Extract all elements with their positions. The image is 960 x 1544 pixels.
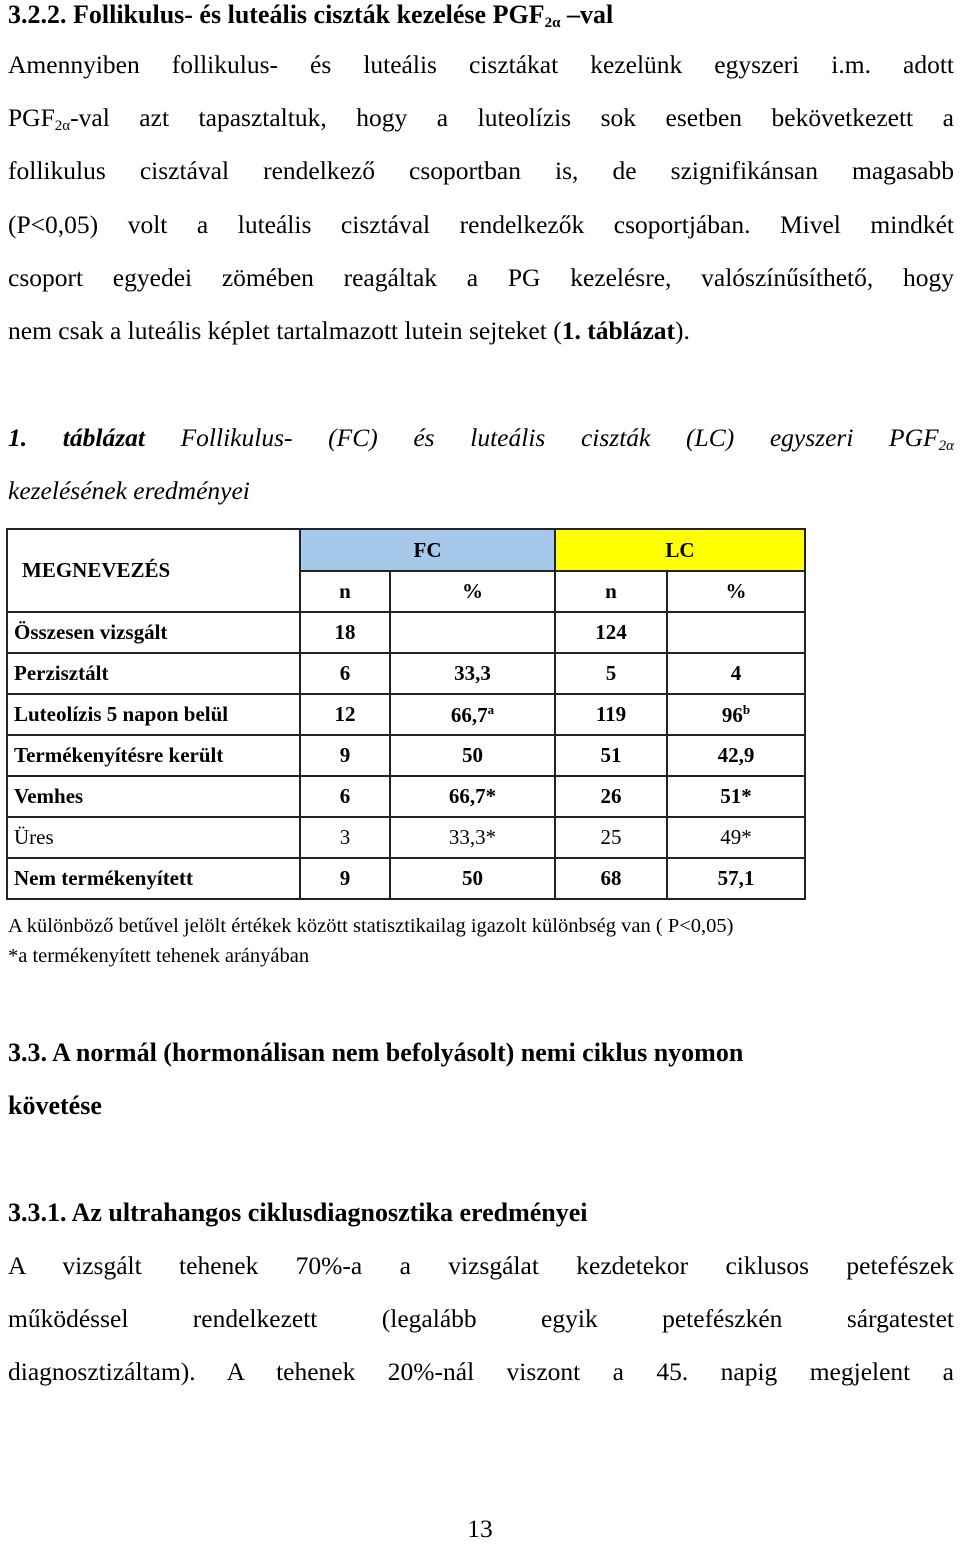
lc-n-cell <box>555 735 667 776</box>
row-label-value: Vemhes <box>14 784 84 808</box>
subscript-2alpha: 2α <box>544 15 561 31</box>
fc-n-cell-value: 18 <box>334 620 356 644</box>
section-number: 3.3.1. <box>8 1198 67 1227</box>
table-caption-line-2: kezelésének eredményei <box>8 476 250 505</box>
row-label-value: Összesen vizsgált <box>14 620 168 644</box>
lc-pct-cell <box>667 694 805 735</box>
lc-pct-cell-value: 49* <box>720 825 752 849</box>
significance-superscript: b <box>742 701 751 717</box>
table-row <box>7 694 805 735</box>
row-label <box>7 612 300 653</box>
header-lc-pct: % <box>667 571 805 612</box>
fc-n-cell <box>300 776 390 817</box>
fc-pct-cell <box>390 735 555 776</box>
row-label-value: Nem termékenyített <box>14 866 193 890</box>
row-label-value: Termékenyítésre került <box>14 743 224 767</box>
fc-n-cell <box>300 694 390 735</box>
lc-n-cell <box>555 776 667 817</box>
lc-n-cell <box>555 653 667 694</box>
header-lc: LC <box>555 529 805 571</box>
lc-pct-cell <box>667 653 805 694</box>
lc-n-cell <box>555 612 667 653</box>
row-label <box>7 694 300 735</box>
table-note-2: *a termékenyített tehenek arányában <box>8 945 310 967</box>
section-title: Follikulus- és luteális ciszták kezelése PGF <box>73 0 545 29</box>
row-label <box>7 858 300 899</box>
section-number: 3.2.2. <box>8 0 67 29</box>
row-label <box>7 735 300 776</box>
section-title-suffix: –val <box>560 0 614 29</box>
fc-n-cell-value: 12 <box>334 702 356 726</box>
table-row <box>7 858 805 899</box>
lc-n-cell-value: 124 <box>595 620 627 644</box>
fc-pct-cell <box>390 653 555 694</box>
lc-n-cell <box>555 817 667 858</box>
paragraph-1-line-2-rest: -val azt tapasztaltuk, hogy a luteolízis sok esetben bekövetkezett a <box>70 103 954 132</box>
paragraph-1-line-6 <box>8 316 954 346</box>
header-fc-pct: % <box>390 571 555 612</box>
paragraph-2-line-1: A vizsgált tehenek 70%-a a vizsgálat kezdetekor ciklusos petefészek <box>8 1251 954 1280</box>
paragraph-1-line-6-end: ). <box>675 316 690 345</box>
paragraph-1-line-6-text: nem csak a luteális képlet tartalmazott lutein sejteket ( <box>8 316 562 345</box>
lc-n-cell-value: 51 <box>600 743 622 767</box>
lc-pct-cell <box>667 817 805 858</box>
subscript-2alpha: 2α <box>938 438 954 454</box>
table-note-1: A különböző betűvel jelölt értékek között statisztikailag igazolt különbség van ( P<0,05) <box>8 915 734 937</box>
fc-n-cell <box>300 653 390 694</box>
fc-pct-cell-value: 50 <box>462 743 483 767</box>
paragraph-1-line-1: Amennyiben follikulus- és luteális cisztákat kezelünk egyszeri i.m. adott <box>8 50 954 79</box>
lc-n-cell <box>555 858 667 899</box>
significance-superscript: a <box>487 701 495 717</box>
fc-n-cell-value: 9 <box>339 866 351 890</box>
table-row <box>7 653 805 694</box>
section-3-2-2-heading <box>8 0 613 32</box>
fc-pct-cell-value: 66,7* <box>448 784 497 808</box>
table-reference: 1. táblázat <box>561 316 676 345</box>
lc-pct-cell-value: 96 <box>721 702 743 727</box>
row-label-value: Luteolízis 5 napon belül <box>14 702 229 726</box>
table-row <box>7 817 805 858</box>
lc-n-cell-value: 5 <box>605 661 617 685</box>
lc-n-cell-value: 119 <box>595 702 627 726</box>
row-label <box>7 653 300 694</box>
lc-n-cell <box>555 694 667 735</box>
page-number: 13 <box>467 1514 493 1543</box>
table-header-row-1 <box>7 529 805 571</box>
lc-pct-cell <box>667 612 805 653</box>
paragraph-1-line-3: follikulus cisztával rendelkező csoportban is, de szignifikánsan magasabb <box>8 156 954 185</box>
section-title: Az ultrahangos ciklusdiagnosztika eredményei <box>66 1198 588 1227</box>
fc-n-cell-value: 6 <box>339 661 351 685</box>
lc-pct-cell-value: 42,9 <box>717 743 755 767</box>
section-3-3-heading <box>8 1038 743 1068</box>
lc-pct-cell-value: 57,1 <box>717 866 755 890</box>
table-caption-label: 1. táblázat <box>8 423 145 452</box>
lc-n-cell-value: 25 <box>600 825 622 849</box>
row-label <box>7 776 300 817</box>
table-row <box>7 612 805 653</box>
fc-n-cell-value: 6 <box>339 784 351 808</box>
fc-pct-cell <box>390 612 555 653</box>
fc-n-cell-value: 3 <box>339 825 351 849</box>
lc-pct-cell-value: 51* <box>720 784 752 808</box>
table-caption-line-1 <box>8 423 954 455</box>
fc-pct-cell-value: 33,3* <box>448 825 497 849</box>
fc-pct-cell-value: 66,7 <box>450 702 488 727</box>
fc-pct-cell <box>390 694 555 735</box>
header-megnevezes: MEGNEVEZÉS <box>7 529 300 612</box>
table-caption-text: Follikulus- (FC) és luteális ciszták (LC) egyszeri PGF <box>144 423 939 452</box>
lc-pct-cell-value: 4 <box>730 661 742 685</box>
fc-pct-cell <box>390 817 555 858</box>
section-number: 3.3. <box>8 1038 47 1067</box>
results-table <box>6 528 806 900</box>
table-row <box>7 735 805 776</box>
pgf-text: PGF <box>8 103 55 132</box>
fc-pct-cell-value: 50 <box>462 866 483 890</box>
lc-n-cell-value: 26 <box>600 784 622 808</box>
paragraph-2-line-2: működéssel rendelkezett (legalább egyik petefészkén sárgatestet <box>8 1304 954 1333</box>
lc-n-cell-value: 68 <box>600 866 622 890</box>
paragraph-2-line-3: diagnosztizáltam). A tehenek 20%-nál viszont a 45. napig megjelent a <box>8 1357 954 1386</box>
fc-pct-cell <box>390 776 555 817</box>
table-body <box>7 612 805 899</box>
row-label-value: Üres <box>14 825 54 849</box>
lc-pct-cell <box>667 776 805 817</box>
fc-n-cell <box>300 858 390 899</box>
fc-n-cell <box>300 612 390 653</box>
fc-pct-cell <box>390 858 555 899</box>
lc-pct-cell <box>667 735 805 776</box>
table-row <box>7 776 805 817</box>
paragraph-1-line-4: (P<0,05) volt a luteális cisztával rendelkezők csoportjában. Mivel mindkét <box>8 210 954 239</box>
fc-n-cell <box>300 817 390 858</box>
fc-n-cell-value: 9 <box>339 743 351 767</box>
paragraph-1-line-5: csoport egyedei zömében reagáltak a PG kezelésre, valószínűsíthető, hogy <box>8 263 954 292</box>
row-label-value: Perzisztált <box>14 661 109 685</box>
row-label <box>7 817 300 858</box>
fc-pct-cell-value: 33,3 <box>454 661 491 685</box>
header-fc: FC <box>300 529 555 571</box>
fc-n-cell <box>300 735 390 776</box>
subscript-2alpha: 2α <box>54 118 71 134</box>
section-title: A normál (hormonálisan nem befolyásolt) nemi ciklus nyomon <box>47 1038 744 1067</box>
header-lc-n: n <box>555 571 667 612</box>
paragraph-1-line-2 <box>8 103 954 135</box>
lc-pct-cell <box>667 858 805 899</box>
section-3-3-1-heading <box>8 1198 588 1228</box>
section-3-3-heading-line-2: követése <box>8 1091 102 1120</box>
header-fc-n: n <box>300 571 390 612</box>
